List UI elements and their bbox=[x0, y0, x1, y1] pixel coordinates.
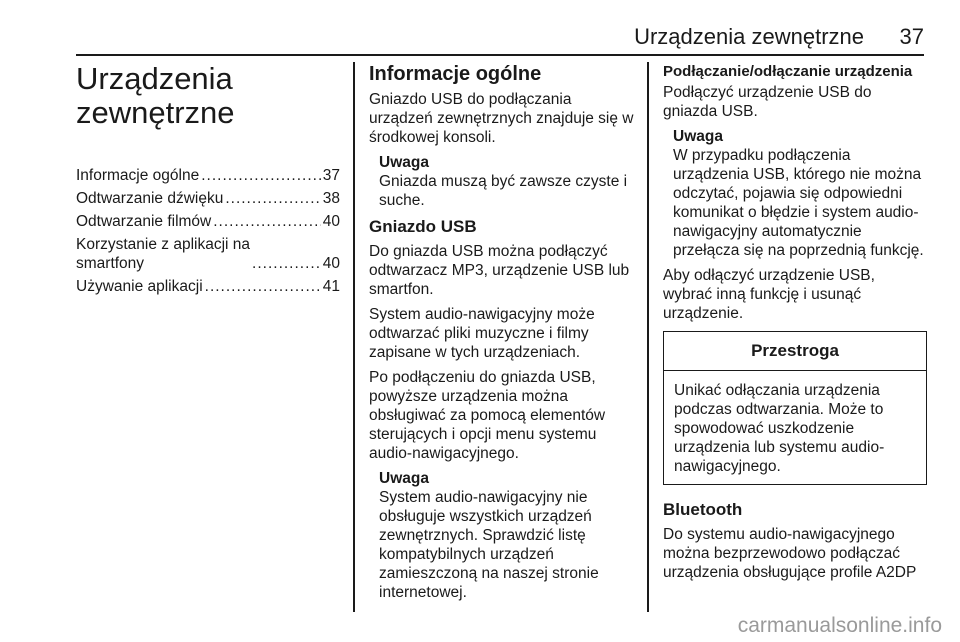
page-number: 37 bbox=[899, 24, 924, 49]
paragraph: Gniazdo USB do podłączania urządzeń zewnętrznych znajduje się w środkowej konsoli. bbox=[369, 91, 634, 146]
paragraph: System audio-nawigacyjny może odtwarzać pliki muzyczne i filmy zapisane w tych urządzeniach. bbox=[369, 306, 595, 361]
note-text: Gniazda muszą być zawsze czyste i suche. bbox=[379, 173, 628, 209]
note-title: Uwaga bbox=[673, 128, 723, 145]
caution-box bbox=[663, 331, 927, 485]
note-box bbox=[673, 127, 927, 260]
toc-label: Odtwarzanie filmów bbox=[76, 213, 212, 230]
chapter-column bbox=[76, 62, 340, 300]
toc-label: Informacje ogólne bbox=[76, 167, 200, 184]
toc-item[interactable] bbox=[76, 212, 340, 231]
chapter-title: Urządzenia zewnętrzne bbox=[76, 61, 235, 130]
paragraph: Aby odłączyć urządzenie USB, wybrać inną funkcję i usunąć urządzenie. bbox=[663, 267, 875, 322]
toc-page: 40 bbox=[322, 213, 340, 230]
running-title: Urządzenia zewnętrzne bbox=[634, 24, 864, 49]
paragraph: Do systemu audio-nawigacyjnego można bezprzewodowo podłączać urządzenia obsługujące profile A2DP bbox=[663, 526, 917, 581]
toc-label: Odtwarzanie dźwięku bbox=[76, 190, 224, 207]
paragraph: Do gniazda USB można podłączyć odtwarzacz MP3, urządzenie USB lub smartfon. bbox=[369, 243, 630, 298]
toc-page: 40 bbox=[322, 255, 340, 272]
note-text: System audio-nawigacyjny nie obsługuje wszystkich urządzeń zewnętrznych. Sprawdzić listę kompatybilnych urządzeń zamieszczoną na naszej stronie internetowej. bbox=[379, 489, 599, 601]
toc-item[interactable] bbox=[76, 235, 340, 273]
toc-item[interactable] bbox=[76, 189, 340, 208]
section-heading: Podłączanie/odłączanie urządzenia bbox=[663, 63, 913, 80]
column-divider bbox=[647, 62, 649, 612]
toc-page: 38 bbox=[322, 190, 340, 207]
note-box bbox=[379, 153, 637, 210]
toc-leader bbox=[205, 277, 321, 296]
note-box bbox=[379, 469, 637, 602]
toc-label: Korzystanie z aplikacji na smartfony bbox=[76, 236, 251, 272]
subsection-heading: Gniazdo USB bbox=[369, 217, 477, 236]
page-header bbox=[76, 24, 924, 54]
caution-text: Unikać odłączania urządzenia podczas odtwarzania. Może to spowodować uszkodzenie urządzenia lub systemu audio-nawigacyjnego. bbox=[674, 382, 885, 475]
toc-page: 41 bbox=[322, 278, 340, 295]
toc-leader bbox=[201, 166, 321, 185]
column-divider bbox=[353, 62, 355, 612]
note-text: W przypadku podłączenia urządzenia USB, którego nie można odczytać, pojawia się odpowiedni komunikat o błędzie i system audio-nawigacyjny automatycznie przełącza się na poprzednią funkcję. bbox=[673, 147, 924, 259]
caution-title: Przestroga bbox=[664, 332, 926, 371]
header-rule bbox=[76, 54, 924, 56]
note-title: Uwaga bbox=[379, 470, 429, 487]
section-heading: Informacje ogólne bbox=[369, 63, 542, 85]
paragraph: Po podłączeniu do gniazda USB, powyższe urządzenia można obsługiwać za pomocą elementów sterujących i opcji menu systemu audio-nawigacyjnego. bbox=[369, 369, 606, 462]
toc-item[interactable] bbox=[76, 277, 340, 296]
toc-leader bbox=[225, 189, 320, 208]
note-title: Uwaga bbox=[379, 154, 429, 171]
paragraph: Podłączyć urządzenie USB do gniazda USB. bbox=[663, 84, 872, 120]
general-info-column bbox=[369, 62, 637, 608]
toc-page: 37 bbox=[322, 167, 340, 184]
toc-item[interactable] bbox=[76, 166, 340, 185]
toc-label: Używanie aplikacji bbox=[76, 278, 203, 295]
subsection-heading: Bluetooth bbox=[663, 500, 743, 519]
toc-leader bbox=[252, 254, 321, 273]
connect-column bbox=[663, 62, 927, 588]
toc-leader bbox=[213, 212, 321, 231]
watermark: carmanualsonline.info bbox=[737, 614, 942, 637]
table-of-contents bbox=[76, 166, 340, 296]
